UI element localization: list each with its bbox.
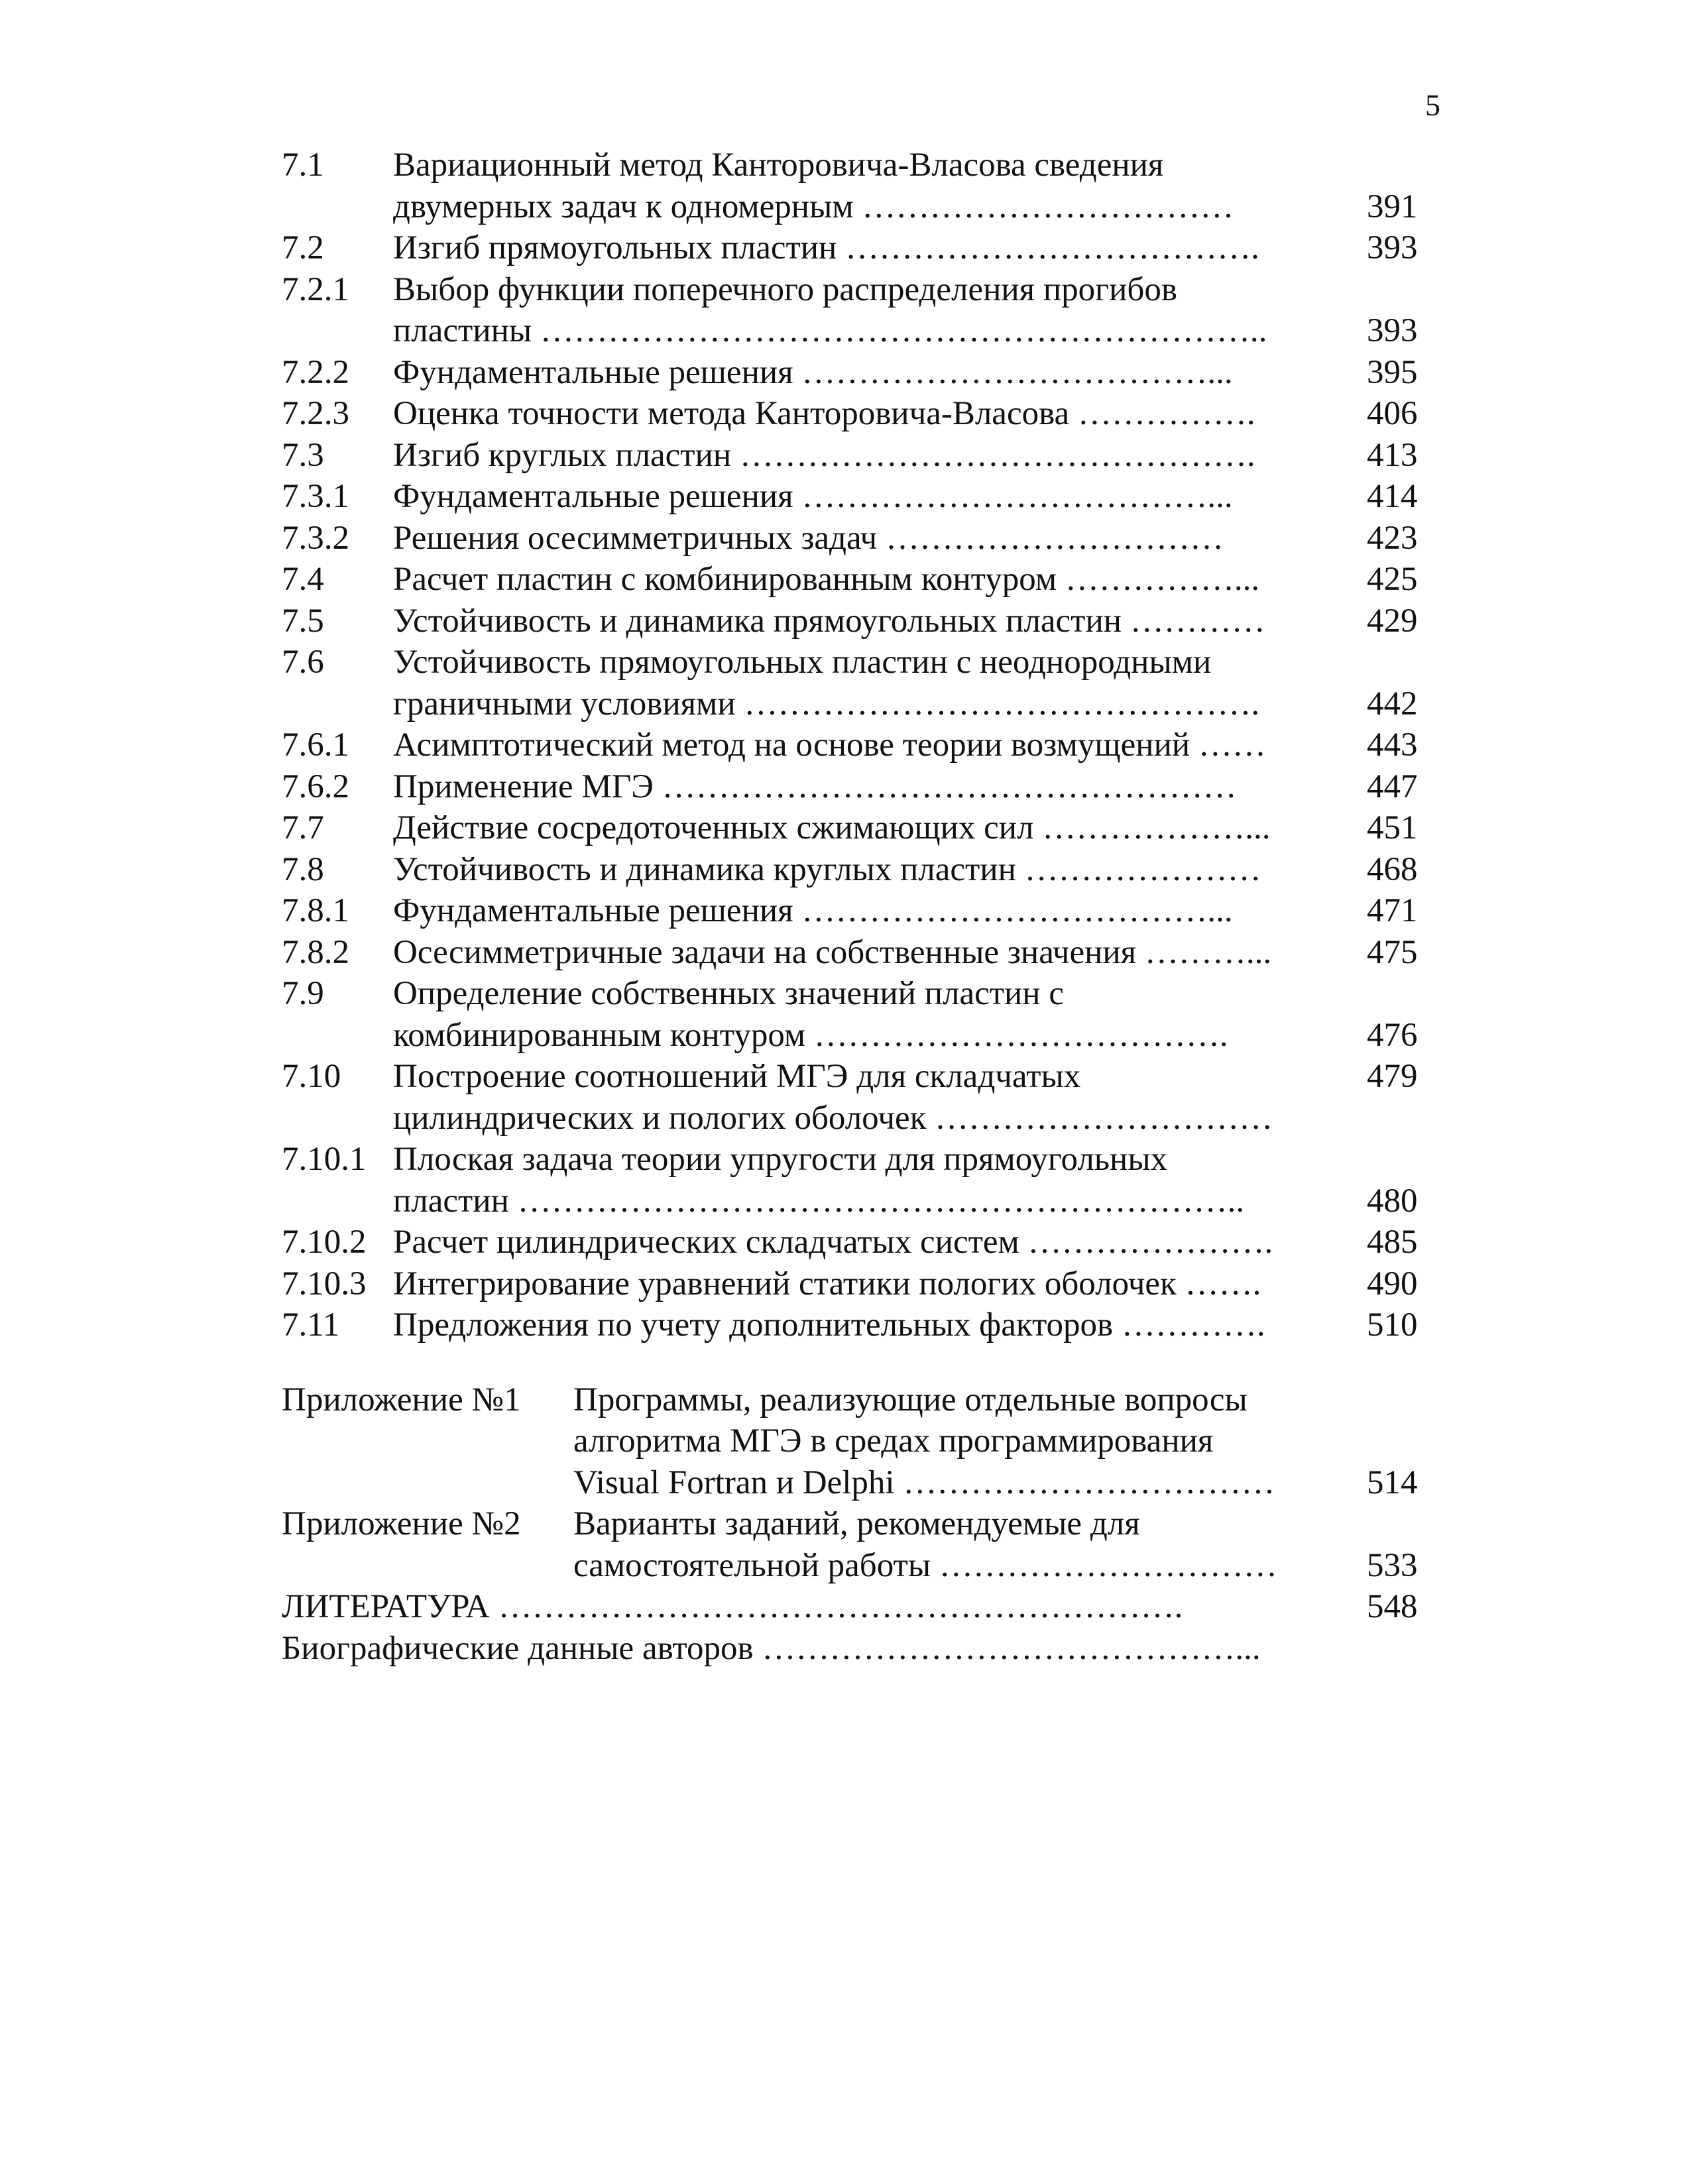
section-title: Асимптотический метод на основе теории возмущений …… [393, 726, 1266, 764]
page-ref: 423 [1367, 519, 1418, 557]
page-ref: 391 [1367, 188, 1418, 225]
section-title: Построение соотношений МГЭ для складчатых [393, 1058, 1081, 1095]
section-number: 7.3 [282, 436, 324, 474]
section-title: Фундаментальные решения ………………………………... [393, 892, 1233, 929]
section-title: Выбор функции поперечного распределения прогибов [393, 270, 1177, 308]
section-title: Осесимметричные задачи на собственные значения ………... [393, 933, 1272, 971]
section-title: Предложения по учету дополнительных факторов …………. [393, 1306, 1265, 1344]
appendix-line [282, 1503, 1445, 1544]
toc-entry-line [282, 932, 1445, 973]
appendix-line [282, 1462, 1445, 1503]
section-number: 7.3.2 [282, 519, 349, 557]
page-ref: 451 [1367, 809, 1418, 846]
appendix-label: Приложение №1 [282, 1381, 521, 1418]
page-ref: 443 [1367, 726, 1418, 764]
page-ref: 425 [1367, 561, 1418, 598]
section-title: Плоская задача теории упругости для прямоугольных [393, 1141, 1168, 1178]
section-title: граничными условиями ………………………………………. [393, 685, 1260, 722]
section-number: 7.2.3 [282, 395, 349, 432]
section-number: 7.4 [282, 561, 324, 598]
page-ref: 485 [1367, 1224, 1418, 1261]
toc-entry-line [282, 890, 1445, 931]
section-number: 7.2.1 [282, 270, 349, 308]
appendix-title: Visual Fortran и Delphi …………………………… [573, 1464, 1275, 1501]
section-number: 7.10.3 [282, 1265, 367, 1302]
page-ref: 514 [1367, 1464, 1418, 1501]
section-number: 7.2.2 [282, 353, 349, 391]
page-ref: 442 [1367, 685, 1418, 722]
page-ref: 395 [1367, 353, 1418, 391]
section-title: Устойчивость прямоугольных пластин с неоднородными [393, 644, 1212, 681]
section-title: Расчет пластин с комбинированным контуром ……………... [393, 561, 1260, 598]
literature-entry [282, 1586, 1445, 1627]
appendix-label: Приложение №2 [282, 1505, 521, 1542]
toc-entry-line [282, 642, 1445, 683]
section-number: 7.5 [282, 602, 324, 640]
toc-entry-line [282, 476, 1445, 517]
section-title: Изгиб круглых пластин ………………………………………. [393, 436, 1255, 474]
toc-entry-line [282, 1222, 1445, 1263]
section-title: Фундаментальные решения ………………………………... [393, 478, 1233, 515]
section-title: Оценка точности метода Канторовича-Власова ……………. [393, 395, 1255, 432]
page-ref: 447 [1367, 768, 1418, 805]
page-ref: 533 [1367, 1546, 1418, 1584]
toc-entry-line [282, 973, 1445, 1014]
toc-entry-line [282, 683, 1445, 724]
section-title: Устойчивость и динамика прямоугольных пластин ………… [393, 602, 1265, 640]
section-number: 7.8.1 [282, 892, 349, 929]
section-title: Устойчивость и динамика круглых пластин ………………… [393, 850, 1261, 888]
section-title: Вариационный метод Канторовича-Власова сведения [393, 146, 1164, 184]
toc-entry-line [282, 518, 1445, 559]
toc-entry-line [282, 1139, 1445, 1180]
page-ref: 548 [1367, 1588, 1418, 1625]
section-number: 7.10.2 [282, 1224, 367, 1261]
section-number: 7.11 [282, 1306, 340, 1344]
toc-entry-line [282, 393, 1445, 434]
section-number: 7.10 [282, 1058, 341, 1095]
section-title: комбинированным контуром ………………………………. [393, 1016, 1228, 1054]
toc-entry-line [282, 186, 1445, 227]
page-number: 5 [1425, 88, 1440, 122]
biography-entry [282, 1628, 1445, 1669]
toc-entry-line [282, 310, 1445, 351]
toc-entry-line [282, 1180, 1445, 1222]
toc-entry-line [282, 352, 1445, 393]
section-title: Фундаментальные решения ………………………………... [393, 353, 1233, 391]
appendix-title: Программы, реализующие отдельные вопросы [573, 1381, 1248, 1418]
section-number: 7.7 [282, 809, 324, 846]
section-title: двумерных задач к одномерным …………………………… [393, 188, 1234, 225]
biography-title: Биографические данные авторов ……………………………………... [282, 1629, 1261, 1667]
toc-entry-line [282, 601, 1445, 642]
page-ref: 406 [1367, 395, 1418, 432]
section-title: Применение МГЭ …………………………………………… [393, 768, 1237, 805]
appendix-title: Варианты заданий, рекомендуемые для [573, 1505, 1140, 1542]
section-title: цилиндрических и пологих оболочек ………………………… [393, 1099, 1273, 1137]
page-ref: 480 [1367, 1182, 1418, 1220]
page-ref: 510 [1367, 1306, 1418, 1344]
appendix-line [282, 1420, 1445, 1462]
page-ref: 429 [1367, 602, 1418, 640]
section-title: Решения осесимметричных задач ………………………… [393, 519, 1224, 557]
toc-entry-line [282, 144, 1445, 186]
section-number: 7.10.1 [282, 1141, 367, 1178]
toc-entry-line [282, 227, 1445, 268]
appendix-line [282, 1545, 1445, 1586]
page-ref: 413 [1367, 436, 1418, 474]
toc-entry-line [282, 269, 1445, 310]
literature-title: ЛИТЕРАТУРА ……………………………………………………. [282, 1588, 1183, 1625]
toc-entry-line [282, 1098, 1445, 1139]
section-title: Определение собственных значений пластин с [393, 975, 1064, 1012]
section-title: пластин ……………………………………………………….. [393, 1182, 1245, 1220]
page-ref: 393 [1367, 312, 1418, 349]
section-number: 7.8 [282, 850, 324, 888]
section-number: 7.1 [282, 146, 324, 184]
page-ref: 479 [1367, 1058, 1418, 1095]
appendix-title: самостоятельной работы ………………………… [573, 1546, 1277, 1584]
toc-entry-line [282, 1056, 1445, 1097]
toc-entry-line [282, 1263, 1445, 1304]
page-ref: 475 [1367, 933, 1418, 971]
toc-entry-line [282, 1304, 1445, 1346]
section-number: 7.3.1 [282, 478, 349, 515]
page-ref: 471 [1367, 892, 1418, 929]
toc-entry-line [282, 766, 1445, 807]
section-number: 7.8.2 [282, 933, 349, 971]
toc-entry-line [282, 724, 1445, 766]
section-number: 7.6.2 [282, 768, 349, 805]
section-title: пластины ……………………………………………………….. [393, 312, 1267, 349]
section-number: 7.2 [282, 229, 324, 266]
section-number: 7.9 [282, 975, 324, 1012]
section-title: Изгиб прямоугольных пластин ………………………………. [393, 229, 1259, 266]
section-number: 7.6 [282, 644, 324, 681]
toc-entry-line [282, 435, 1445, 476]
appendix-title: алгоритма МГЭ в средах программирования [573, 1422, 1214, 1460]
page-ref: 476 [1367, 1016, 1418, 1054]
appendix-line [282, 1379, 1445, 1420]
section-title: Интегрирование уравнений статики пологих оболочек ……. [393, 1265, 1261, 1302]
section-title: Расчет цилиндрических складчатых систем …………………. [393, 1224, 1273, 1261]
section-title: Действие сосредоточенных сжимающих сил ………………... [393, 809, 1271, 846]
page-ref: 414 [1367, 478, 1418, 515]
toc-entry-line [282, 559, 1445, 600]
toc-entry-line [282, 1015, 1445, 1056]
toc-entry-line [282, 807, 1445, 848]
page-ref: 393 [1367, 229, 1418, 266]
section-number: 7.6.1 [282, 726, 349, 764]
page-ref: 490 [1367, 1265, 1418, 1302]
toc-entry-line [282, 849, 1445, 890]
page-ref: 468 [1367, 850, 1418, 888]
